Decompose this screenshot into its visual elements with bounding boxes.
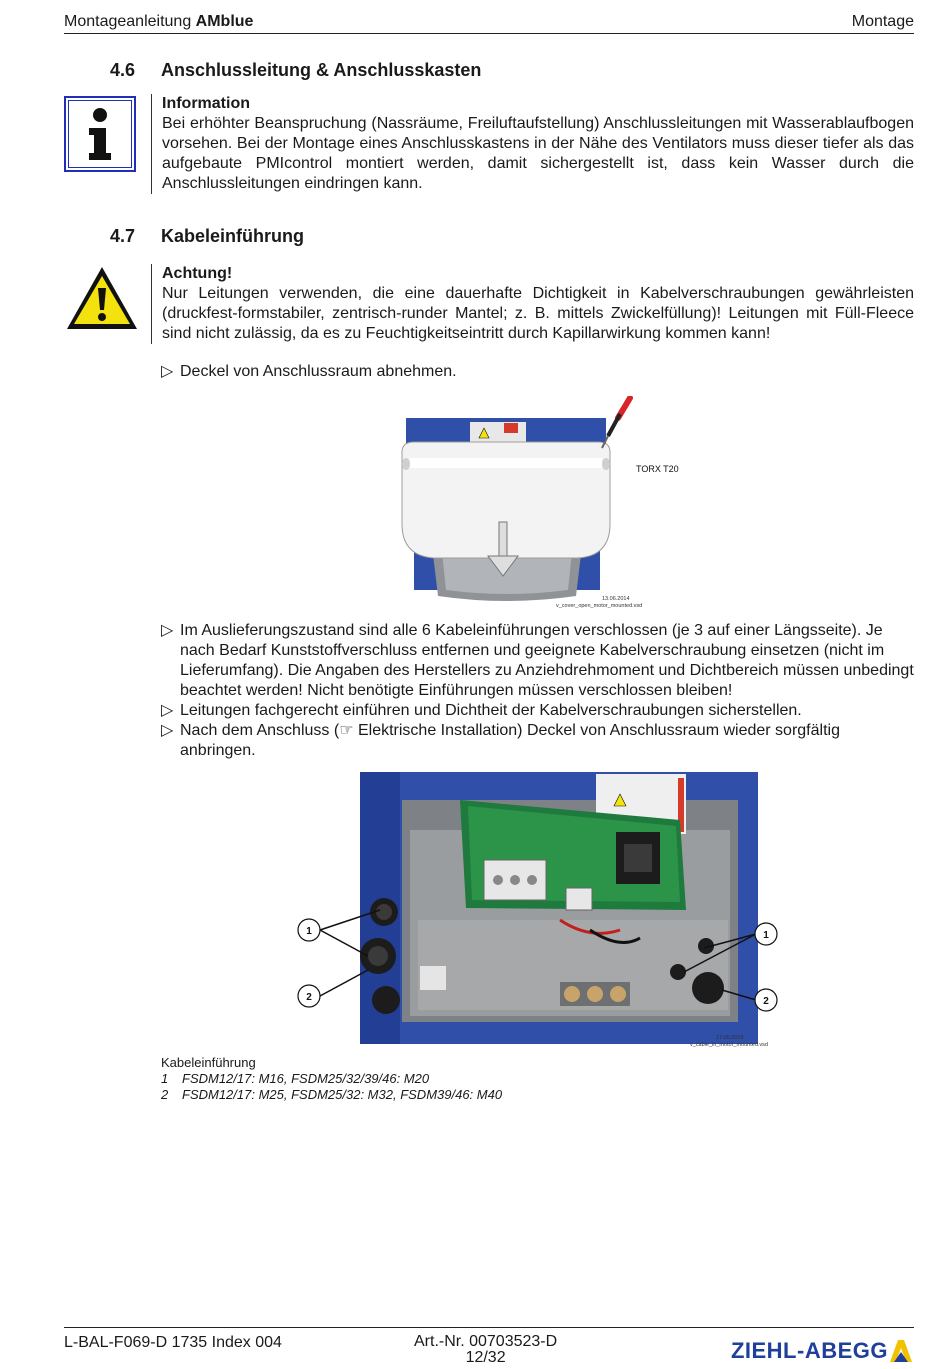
tool-label: TORX T20 [636,464,679,474]
figure-cover-removal [392,396,692,610]
header-chapter: Montage [851,13,914,30]
figure-date: 13.06.2014 [602,596,630,602]
triangle-right-icon: ▷ [161,702,174,719]
instruction-step: ▷ Im Auslieferungszustand sind alle 6 Kabeleinführungen verschlossen (je 3 auf einer Längsseite). Je nach Bedarf Kunststoffverschluss entfernen und geeignete Kabelverschraubung einsetzen (nicht im Lieferumfang). Die Angaben des Herstellers zu Anziehdrehmoment und Dichtbereich müssen unbedingt beachtet werden! Nicht benötigte Einführungen müssen verschlossen bleiben! [161,622,914,699]
triangle-right-icon: ▷ [161,722,174,739]
notice-title: Information [162,95,250,112]
page-footer [64,1327,914,1369]
instruction-step: ▷ Nach dem Anschluss (☞ Elektrische Installation) Deckel von Anschlussraum wieder sorgfältig anbringen. [161,722,840,759]
page-header [64,12,914,34]
instruction-steps-a [161,362,914,382]
notice-text: Bei erhöhter Beanspruchung (Nassräume, Freiluftaufstellung) Anschlussleitungen mit Wasserablaufbogen vorsehen. Bei der Montage eines Anschlusskastens in der Nähe des Ventilators muss dieser tiefer als das aufgebaute PMIcontrol montiert werden, damit sichergestellt ist, dass kein Wasser durch die Anschlussleitungen eindringen kann. [162,115,914,192]
figure-cable-entries [290,770,780,1048]
figure-file: v_cover_open_motor_mounted.vsd [556,603,643,609]
warning-triangle-icon [64,264,140,332]
figure-legend [161,1055,502,1103]
notice-text: Nur Leitungen verwenden, die eine dauerhafte Dichtigkeit in Kabelverschraubungen gewährleisten (druckfest-formstabiler, zentrisch-runder Mantel; z. B. mittels Zwickelfüllung)! Leitungen mit Füll-Fleece sind nicht zulässig, da es zu Feuchtigkeitseintritt durch Kapillarwirkung kommen kann! [162,285,914,342]
instruction-step: ▷ Deckel von Anschlussraum abnehmen. [161,363,457,380]
information-notice [64,94,914,194]
document-id: L-BAL-F069-D 1735 Index 004 [64,1334,282,1351]
pointing-hand-icon: ☞ [339,722,354,739]
figure-file: v_cable_in_motor_mounted.vsd [690,1042,768,1048]
triangle-right-icon: ▷ [161,363,174,380]
ziehl-abegg-logo: ZIEHL-ABEGG [731,1338,914,1364]
notice-title: Achtung! [162,265,233,282]
legend-title: Kabeleinführung [161,1055,256,1070]
article-number-and-page: Art.-Nr. 00703523-D 12/32 [414,1333,558,1366]
triangle-right-icon: ▷ [161,622,174,639]
logo-mark-icon [888,1338,914,1364]
instruction-step: ▷ Leitungen fachgerecht einführen und Dichtheit der Kabelverschraubungen sicherstellen. [161,702,802,719]
instruction-steps-b [161,621,914,761]
motor-cover-illustration [392,396,692,610]
warning-notice [64,264,914,344]
section-heading-4-7: 4.7 Kabeleinführung [110,226,304,246]
callout-1-right: 1 [763,930,769,941]
legend-item: 1 FSDM12/17: M16, FSDM25/32/39/46: M20 [161,1071,430,1086]
legend-item: 2 FSDM12/17: M25, FSDM25/32: M32, FSDM39/46: M40 [161,1087,503,1102]
terminal-box-photo [290,770,780,1048]
callout-2-right: 2 [763,996,769,1007]
page-number: 12/32 [465,1349,506,1366]
callout-2-left: 2 [306,992,312,1003]
callout-1-left: 1 [306,926,312,937]
header-doc-title: Montageanleitung AMblue [64,13,254,30]
section-heading-4-6: 4.6 Anschlussleitung & Anschlusskasten [110,60,482,80]
figure-date: 17.05.2016 [716,1035,744,1041]
info-icon [64,96,136,172]
